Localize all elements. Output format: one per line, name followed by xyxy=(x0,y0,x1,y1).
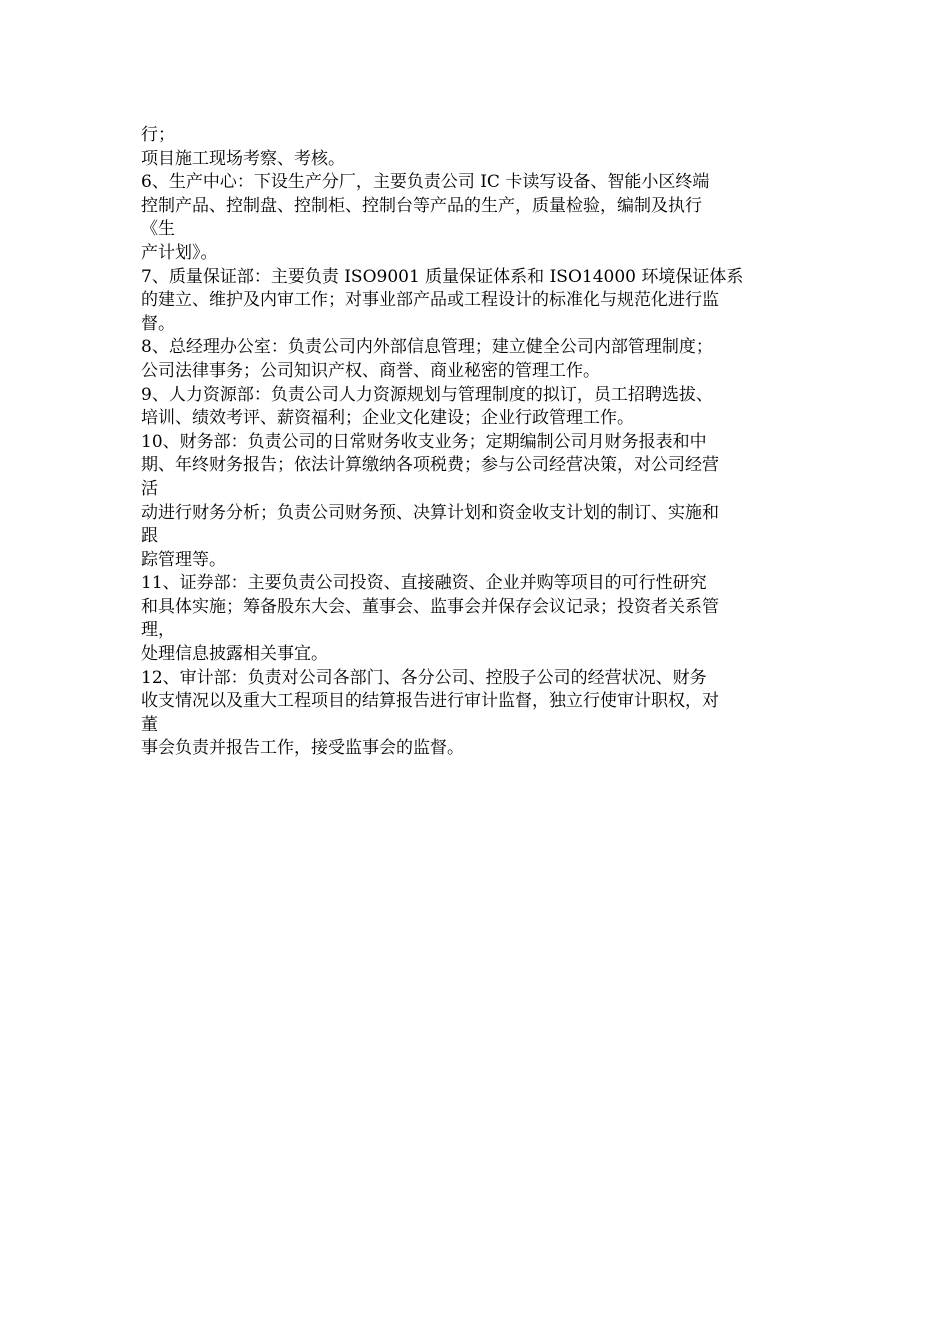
text-line: 控制产品、控制盘、控制柜、控制台等产品的生产，质量检验，编制及执行 xyxy=(141,195,702,216)
text-line: 事会负责并报告工作，接受监事会的监督。 xyxy=(141,738,464,759)
text-line: 12、审计部：负责对公司各部门、各分公司、控股子公司的经营状况、财务 xyxy=(141,667,707,688)
text-line: 公司法律事务；公司知识产权、商誉、商业秘密的管理工作。 xyxy=(141,360,600,381)
text-line: 期、年终财务报告；依法计算缴纳各项税费；参与公司经营决策，对公司经营 xyxy=(141,455,719,476)
text-line: 董 xyxy=(141,714,158,735)
text-line: 动进行财务分析；负责公司财务预、决算计划和资金收支计划的制订、实施和 xyxy=(141,502,719,523)
text-line: 11、证券部：主要负责公司投资、直接融资、企业并购等项目的可行性研究 xyxy=(141,573,707,594)
text-line: 产计划》。 xyxy=(141,242,218,263)
text-line: 和具体实施；筹备股东大会、董事会、监事会并保存会议记录；投资者关系管 xyxy=(141,596,719,617)
text-line: 的建立、维护及内审工作；对事业部产品或工程设计的标准化与规范化进行监 xyxy=(141,290,719,311)
text-line: 收支情况以及重大工程项目的结算报告进行审计监督，独立行使审计职权，对 xyxy=(141,691,719,712)
text-line: 8、总经理办公室：负责公司内外部信息管理；建立健全公司内部管理制度； xyxy=(141,337,713,358)
document-body xyxy=(141,124,811,761)
text-line: 10、财务部：负责公司的日常财务收支业务；定期编制公司月财务报表和中 xyxy=(141,431,707,452)
text-line: 踪管理等。 xyxy=(141,549,226,570)
text-line: 行； xyxy=(141,125,175,145)
text-line: 培训、绩效考评、薪资福利；企业文化建设；企业行政管理工作。 xyxy=(141,408,634,429)
text-line: 7、质量保证部：主要负责 ISO9001 质量保证体系和 ISO14000 环境保证体系 xyxy=(141,266,744,287)
text-line: 督。 xyxy=(141,313,175,334)
text-line: 9、人力资源部：负责公司人力资源规划与管理制度的拟订，员工招聘选拔、 xyxy=(141,384,713,405)
text-line: 处理信息披露相关事宜。 xyxy=(141,644,328,665)
text-line: 理， xyxy=(141,620,175,641)
text-line: 活 xyxy=(141,478,158,499)
text-line: 6、生产中心：下设生产分厂，主要负责公司 IC 卡读写设备、智能小区终端 xyxy=(141,172,710,193)
text-line: 项目施工现场考察、考核。 xyxy=(141,148,345,169)
text-line: 《生 xyxy=(141,219,175,240)
text-line: 跟 xyxy=(141,526,158,547)
